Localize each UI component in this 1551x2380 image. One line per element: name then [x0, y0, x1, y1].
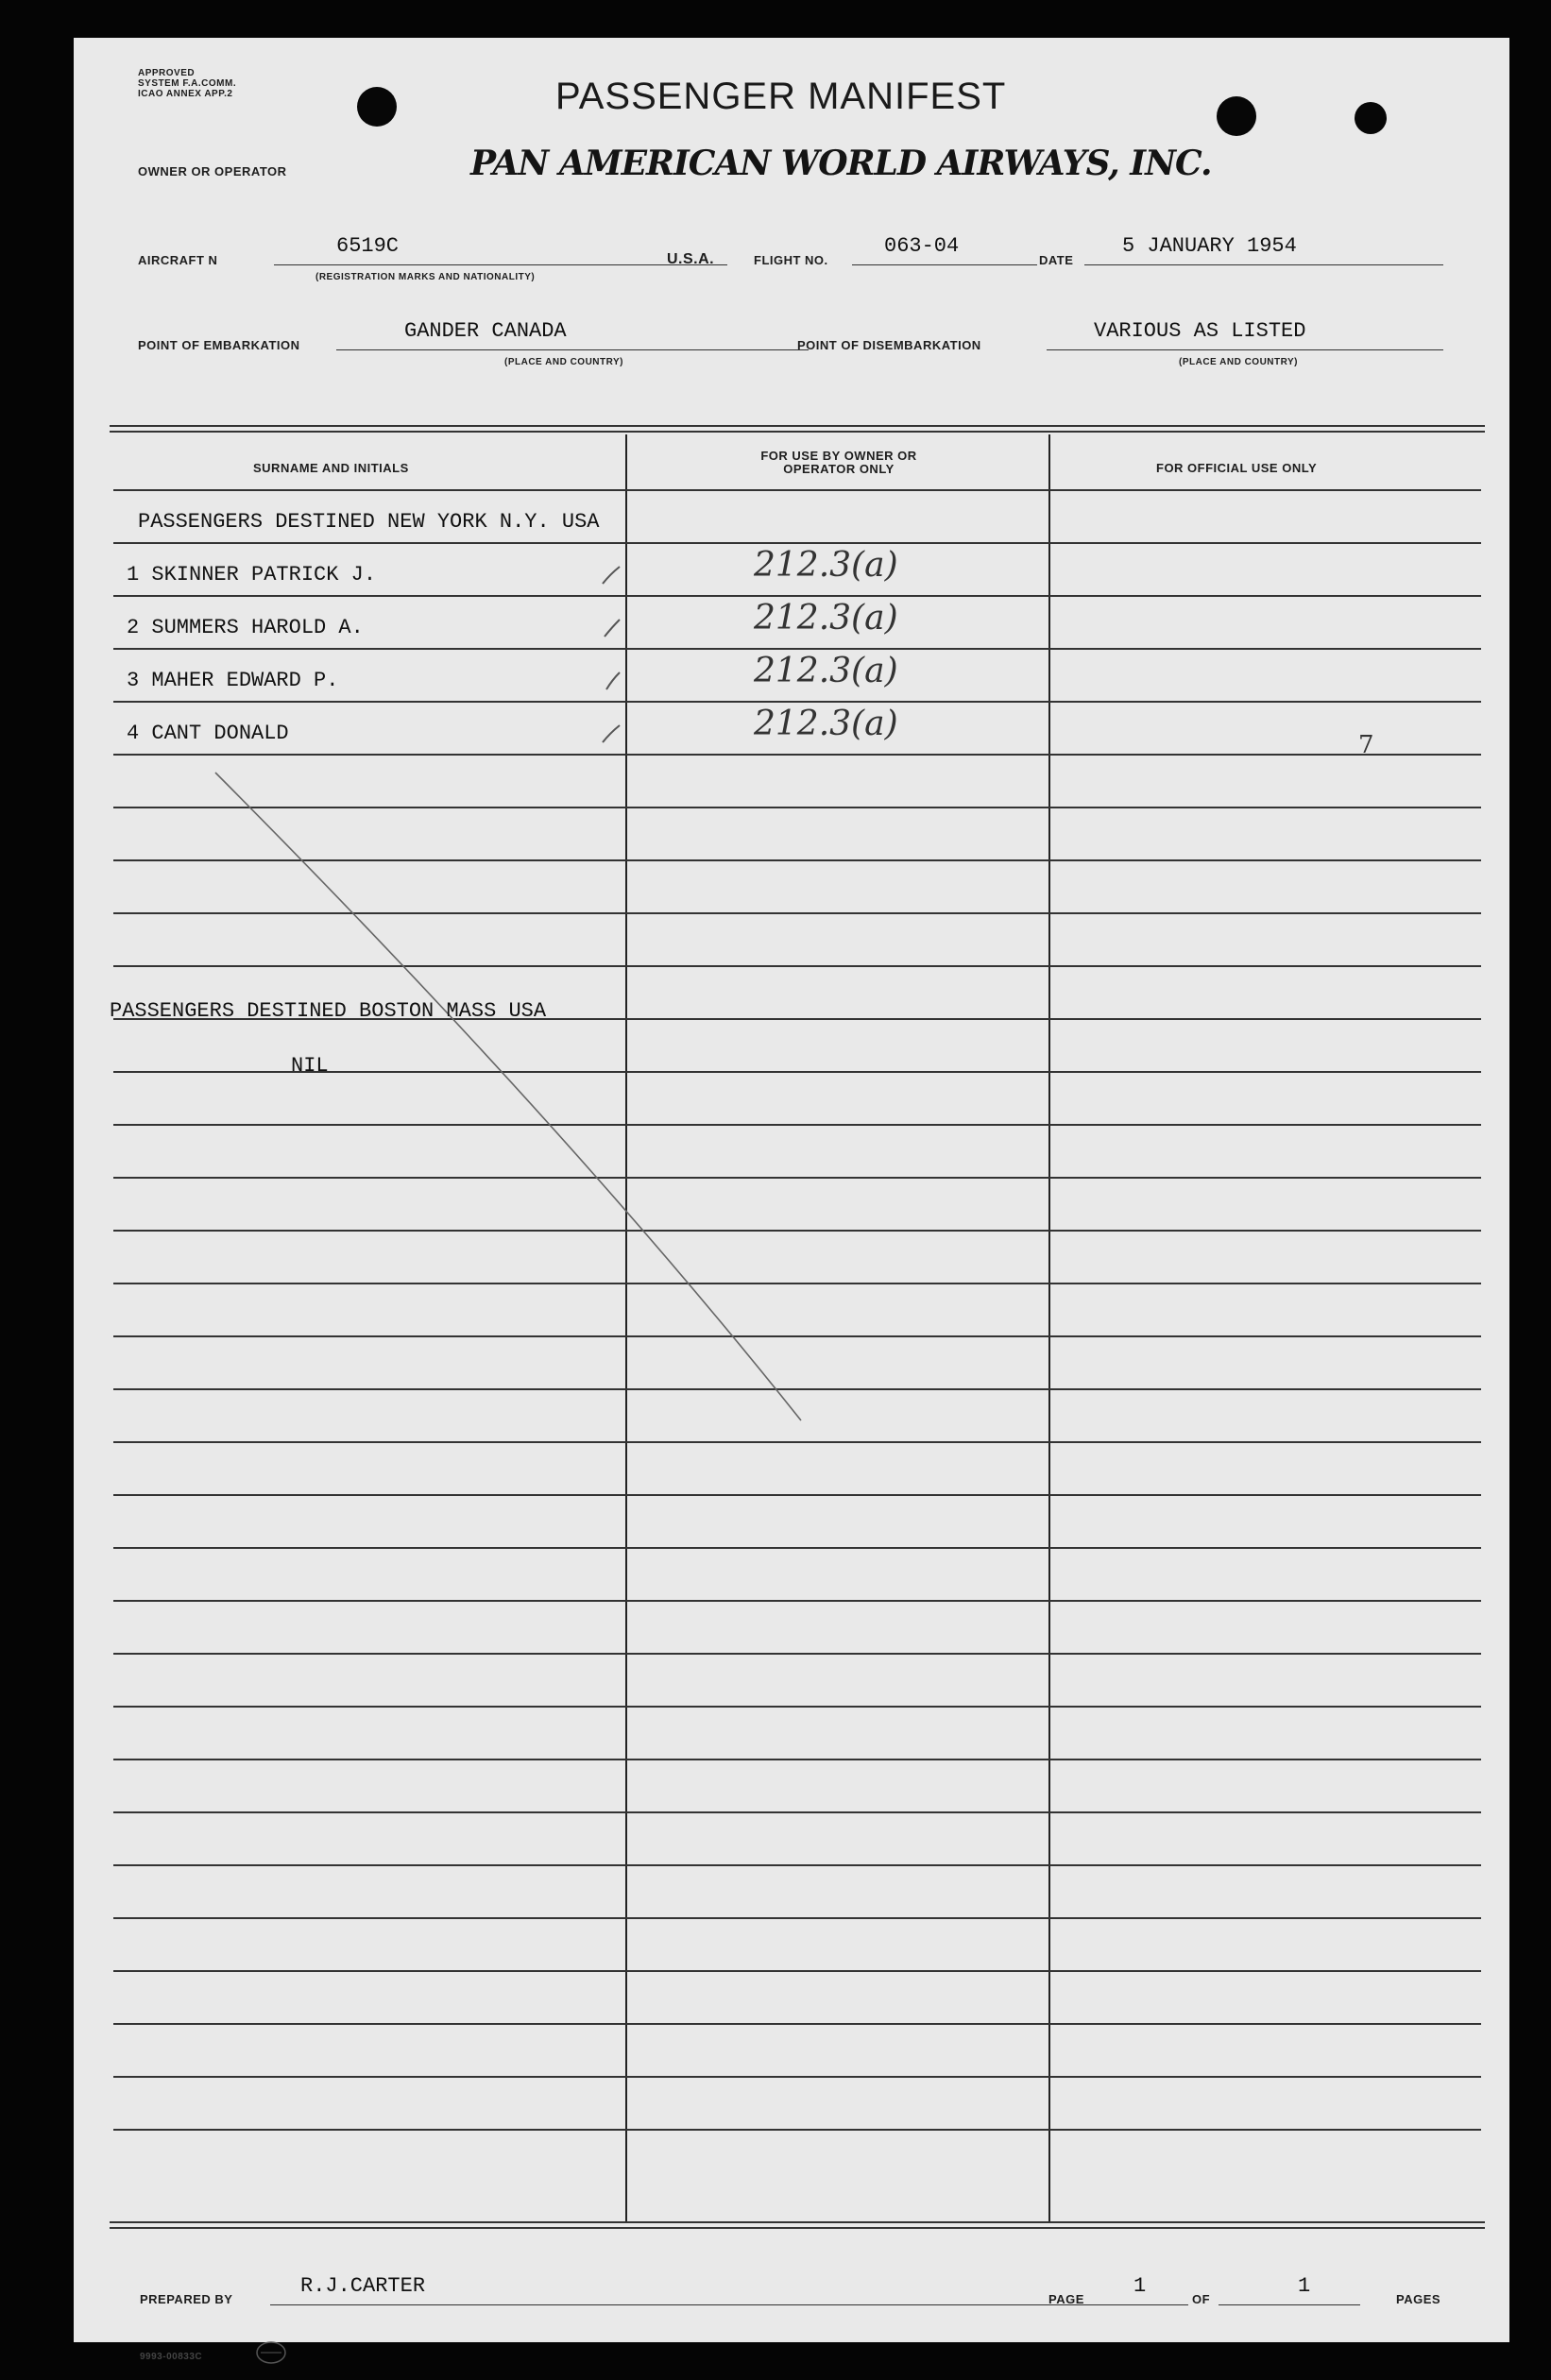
manifest-sheet [74, 38, 1509, 2362]
group-heading: PASSENGERS DESTINED NEW YORK N.Y. USA [138, 510, 600, 534]
official-mark: 7 [1358, 731, 1374, 759]
flight-number: 063-04 [884, 234, 960, 258]
column-header-official: FOR OFFICIAL USE ONLY [1156, 461, 1318, 475]
form-code: 9993-00833C [140, 2352, 203, 2362]
page-label: PAGE [1048, 2292, 1084, 2306]
cancel-stroke [74, 38, 1509, 2342]
of-label: OF [1192, 2292, 1211, 2306]
disembarkation-point: VARIOUS AS LISTED [1094, 319, 1306, 343]
disembarkation-caption: (PLACE AND COUNTRY) [1179, 357, 1298, 367]
page-total: 1 [1298, 2274, 1311, 2298]
union-label-icon [255, 2338, 287, 2367]
pages-label: PAGES [1396, 2292, 1441, 2306]
page-title: PASSENGER MANIFEST [555, 76, 1007, 117]
column-header-surname: SURNAME AND INITIALS [253, 461, 409, 475]
owner-operator-name: PAN AMERICAN WORLD AIRWAYS, INC. [470, 144, 1212, 183]
disembarkation-label: POINT OF DISEMBARKATION [797, 338, 981, 352]
owner-note: 212.3(a) [754, 705, 898, 743]
passenger-name: 2 SUMMERS HAROLD A. [127, 616, 364, 639]
owner-note: 212.3(a) [754, 652, 898, 690]
column-header-owner: FOR USE BY OWNER OR OPERATOR ONLY [760, 449, 917, 476]
owner-note: 212.3(a) [754, 599, 898, 638]
embarkation-label: POINT OF EMBARKATION [138, 338, 300, 352]
flight-date: 5 JANUARY 1954 [1122, 234, 1297, 258]
group-heading: PASSENGERS DESTINED BOSTON MASS USA [110, 999, 547, 1023]
group-entry: NIL [291, 1054, 329, 1078]
approval-line: SYSTEM F.A.COMM. [138, 78, 237, 89]
passenger-name: 1 SKINNER PATRICK J. [127, 563, 377, 586]
passenger-name: 3 MAHER EDWARD P. [127, 669, 339, 692]
owner-note: 212.3(a) [754, 546, 898, 585]
embarkation-point: GANDER CANADA [404, 319, 567, 343]
approval-line: APPROVED [138, 68, 196, 78]
prepared-by-label: PREPARED BY [140, 2292, 233, 2306]
flight-number-label: FLIGHT NO. [754, 253, 828, 267]
owner-operator-label: OWNER OR OPERATOR [138, 164, 287, 178]
prepared-by: R.J.CARTER [300, 2274, 426, 2298]
approval-line: ICAO ANNEX APP.2 [138, 89, 233, 99]
aircraft-registration: 6519C [336, 234, 400, 258]
date-label: DATE [1039, 253, 1074, 267]
page-number: 1 [1133, 2274, 1147, 2298]
nationality: U.S.A. [667, 251, 715, 267]
registration-caption: (REGISTRATION MARKS AND NATIONALITY) [315, 272, 536, 282]
passenger-name: 4 CANT DONALD [127, 722, 289, 745]
aircraft-label: AIRCRAFT N [138, 253, 218, 267]
embarkation-caption: (PLACE AND COUNTRY) [504, 357, 623, 367]
